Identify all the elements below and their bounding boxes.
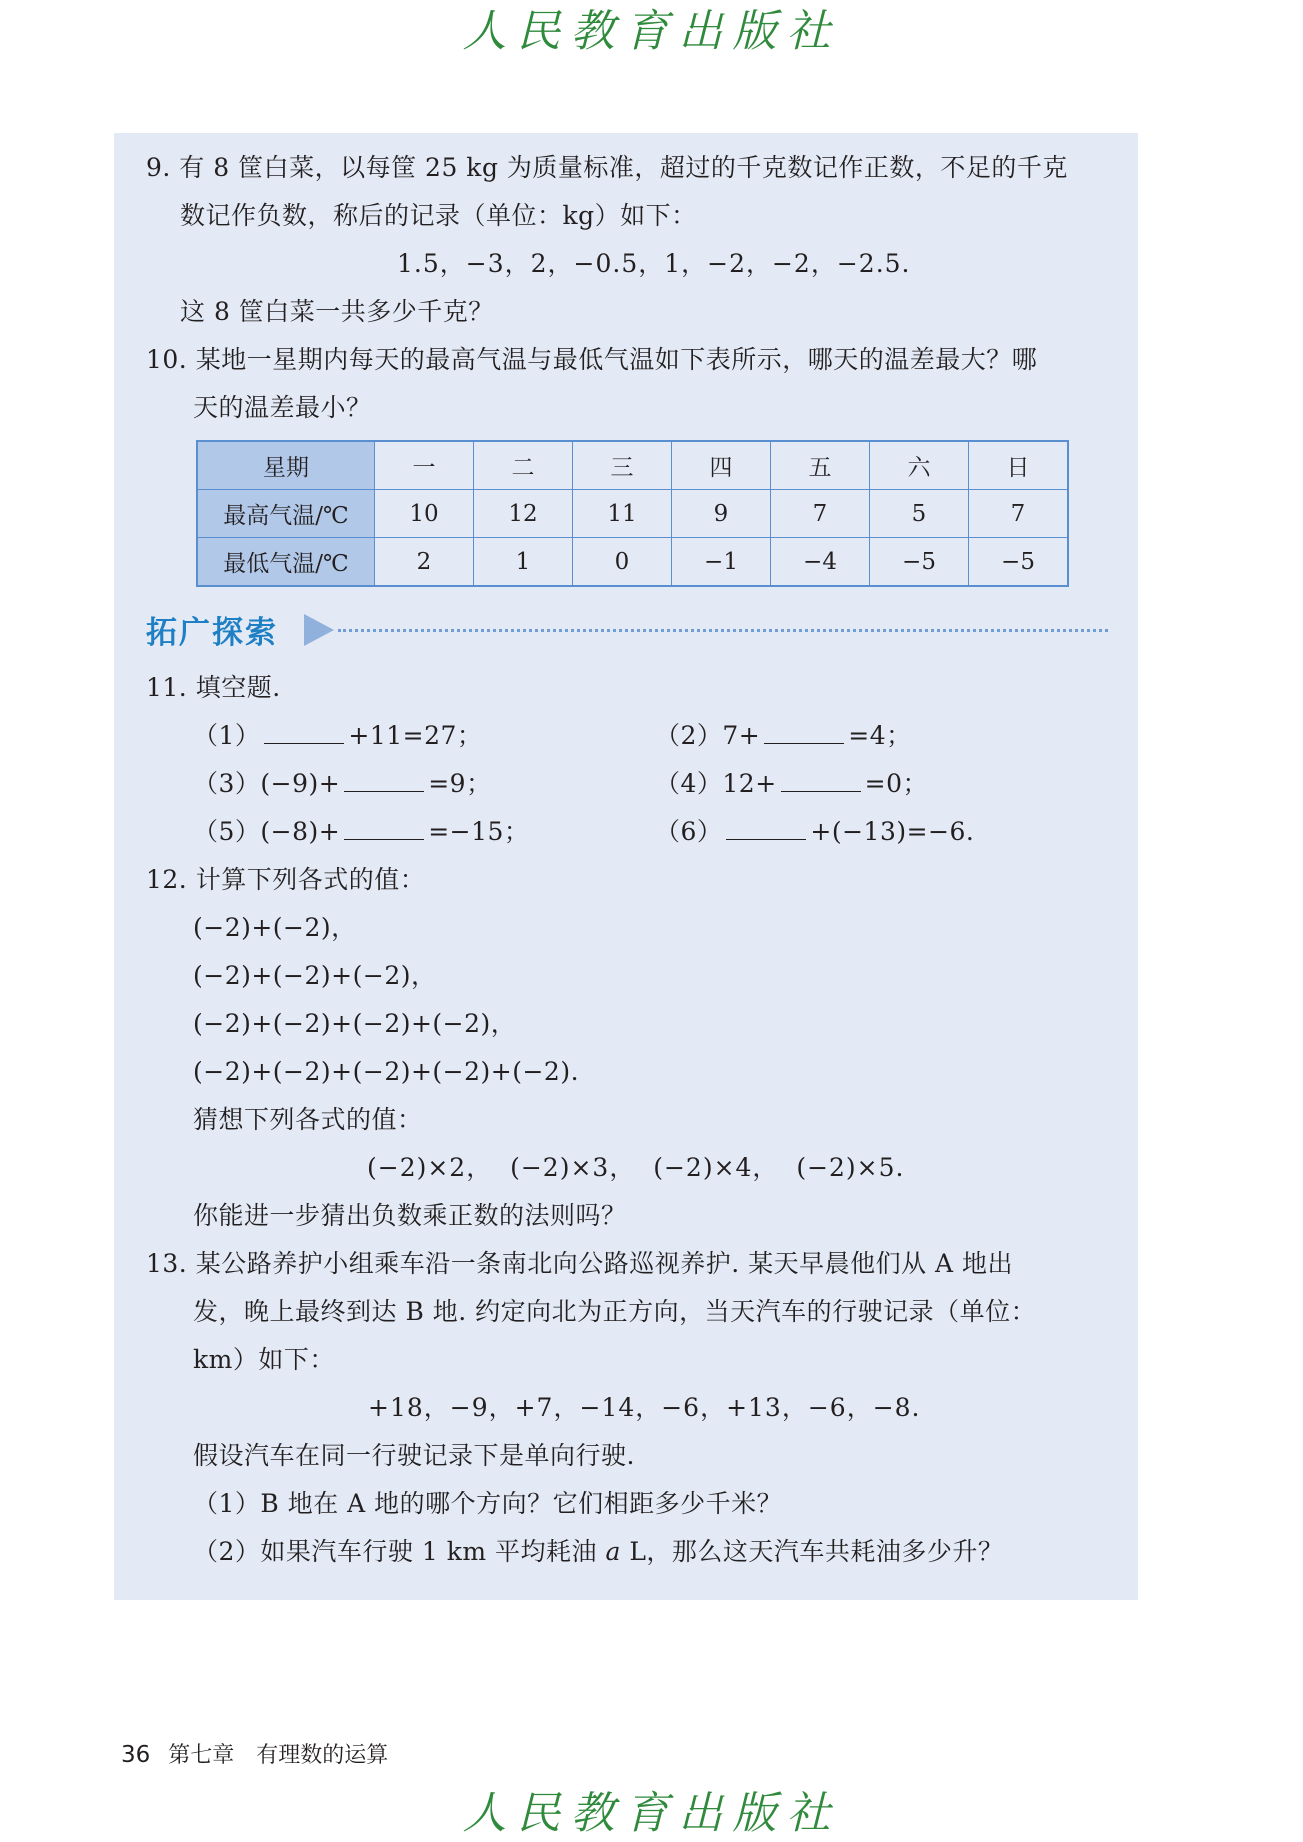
q11-item-after: =4； — [848, 721, 912, 750]
answer-blank — [344, 769, 424, 792]
table-day: 五 — [771, 441, 870, 490]
q11-item-pre: （6） — [655, 817, 723, 846]
q11-item — [655, 767, 928, 801]
table-cell: −4 — [771, 538, 870, 587]
table-row-label: 最高气温/℃ — [197, 490, 375, 538]
q11-item-pre: （5）(−8)+ — [193, 817, 341, 846]
table-day: 三 — [573, 441, 672, 490]
section-title: 拓广探索 — [146, 615, 278, 651]
answer-blank — [781, 769, 861, 792]
chapter-label: 第七章 — [168, 1743, 235, 1768]
q13-line1: 13. 某公路养护小组乘车沿一条南北向公路巡视养护. 某天早晨他们从 A 地出 — [146, 1249, 1014, 1278]
q12-expr: (−2)+(−2)+(−2)+(−2)， — [193, 1009, 517, 1038]
q13-sub2-var: a — [605, 1537, 621, 1566]
table-day: 四 — [672, 441, 771, 490]
q11-item — [655, 815, 974, 849]
q11-item — [193, 767, 492, 801]
q11-item-pre: （3）(−9)+ — [193, 769, 341, 798]
q13-sub1: （1）B 地在 A 地的哪个方向？它们相距多少千米？ — [193, 1489, 783, 1518]
q9-data: 1.5，−3，2，−0.5，1，−2，−2，−2.5. — [397, 249, 911, 278]
table-cell: 2 — [375, 538, 474, 587]
q11-item-after: +11=27； — [348, 721, 483, 750]
table-cell: 1 — [474, 538, 573, 587]
q11-item — [655, 719, 912, 753]
q11-item — [193, 815, 529, 849]
table-cell: −5 — [969, 538, 1069, 587]
temperature-table — [196, 440, 1069, 587]
q11-item-pre: （2）7+ — [655, 721, 761, 750]
q9-question: 这 8 筐白菜一共多少千克？ — [180, 297, 494, 326]
table-day: 一 — [375, 441, 474, 490]
q10-line1: 10. 某地一星期内每天的最高气温与最低气温如下表所示，哪天的温差最大？哪 — [146, 345, 1038, 374]
q12-expr: (−2)+(−2)+(−2)， — [193, 961, 437, 990]
q10-line2: 天的温差最小？ — [193, 393, 372, 422]
publisher-logo-top: 人民教育出版社 — [462, 6, 841, 57]
table-cell: 7 — [771, 490, 870, 538]
table-cell: 9 — [672, 490, 771, 538]
q11-item-after: =9； — [428, 769, 492, 798]
q11-item — [193, 719, 482, 753]
q12-guess: 猜想下列各式的值： — [193, 1105, 423, 1134]
table-row-max — [197, 490, 1068, 538]
table-day: 二 — [474, 441, 573, 490]
q11-item-after: =−15； — [428, 817, 530, 846]
q11-item-pre: （1） — [193, 721, 261, 750]
publisher-logo-bottom: 人民教育出版社 — [462, 1788, 841, 1839]
chapter-title: 有理数的运算 — [256, 1743, 389, 1768]
page-footer — [121, 1738, 388, 1769]
q13-line2: 发，晚上最终到达 B 地. 约定向北为正方向，当天汽车的行驶记录（单位： — [193, 1297, 1037, 1326]
q13-sub2 — [193, 1535, 1003, 1569]
q13-line3: km）如下： — [193, 1345, 335, 1374]
table-cell: −5 — [870, 538, 969, 587]
q9-line2: 数记作负数，称后的记录（单位：kg）如下： — [180, 201, 697, 230]
table-cell: 0 — [573, 538, 672, 587]
table-cell: 5 — [870, 490, 969, 538]
table-cell: 7 — [969, 490, 1069, 538]
q13-assume: 假设汽车在同一行驶记录下是单向行驶. — [193, 1441, 635, 1470]
table-day: 日 — [969, 441, 1069, 490]
section-divider — [338, 629, 1108, 632]
table-row-min — [197, 538, 1068, 587]
table-row-label: 最低气温/℃ — [197, 538, 375, 587]
q12-expr: (−2)+(−2)， — [193, 913, 357, 942]
answer-blank — [726, 817, 806, 840]
table-cell: −1 — [672, 538, 771, 587]
table-header-row — [197, 441, 1068, 490]
table-header-label: 星期 — [197, 441, 375, 490]
section-arrow-icon — [304, 614, 334, 646]
q11-item-after: =0； — [864, 769, 929, 798]
q12-question: 你能进一步猜出负数乘正数的法则吗？ — [193, 1201, 627, 1230]
q12-expr: (−2)+(−2)+(−2)+(−2)+(−2). — [193, 1057, 580, 1086]
answer-blank — [264, 721, 344, 744]
answer-blank — [764, 721, 844, 744]
table-cell: 12 — [474, 490, 573, 538]
q13-data: +18，−9，+7，−14，−6，+13，−6，−8. — [368, 1393, 921, 1422]
q13-sub2-pre: （2）如果汽车行驶 1 km 平均耗油 — [193, 1537, 606, 1566]
q11-title: 11. 填空题. — [146, 673, 281, 702]
answer-blank — [344, 817, 424, 840]
q11-item-after: +(−13)=−6. — [810, 817, 975, 846]
q11-item-pre: （4）12+ — [655, 769, 777, 798]
page-number: 36 — [121, 1742, 151, 1768]
table-cell: 10 — [375, 490, 474, 538]
q12-guess-exprs: (−2)×2， (−2)×3， (−2)×4， (−2)×5. — [367, 1153, 905, 1182]
table-cell: 11 — [573, 490, 672, 538]
q9-line1: 9. 有 8 筐白菜，以每筐 25 kg 为质量标准，超过的千克数记作正数，不足的千克 — [146, 153, 1068, 182]
q13-sub2-post: L，那么这天汽车共耗油多少升？ — [620, 1537, 1004, 1566]
table-day: 六 — [870, 441, 969, 490]
q12-title: 12. 计算下列各式的值： — [146, 865, 426, 894]
